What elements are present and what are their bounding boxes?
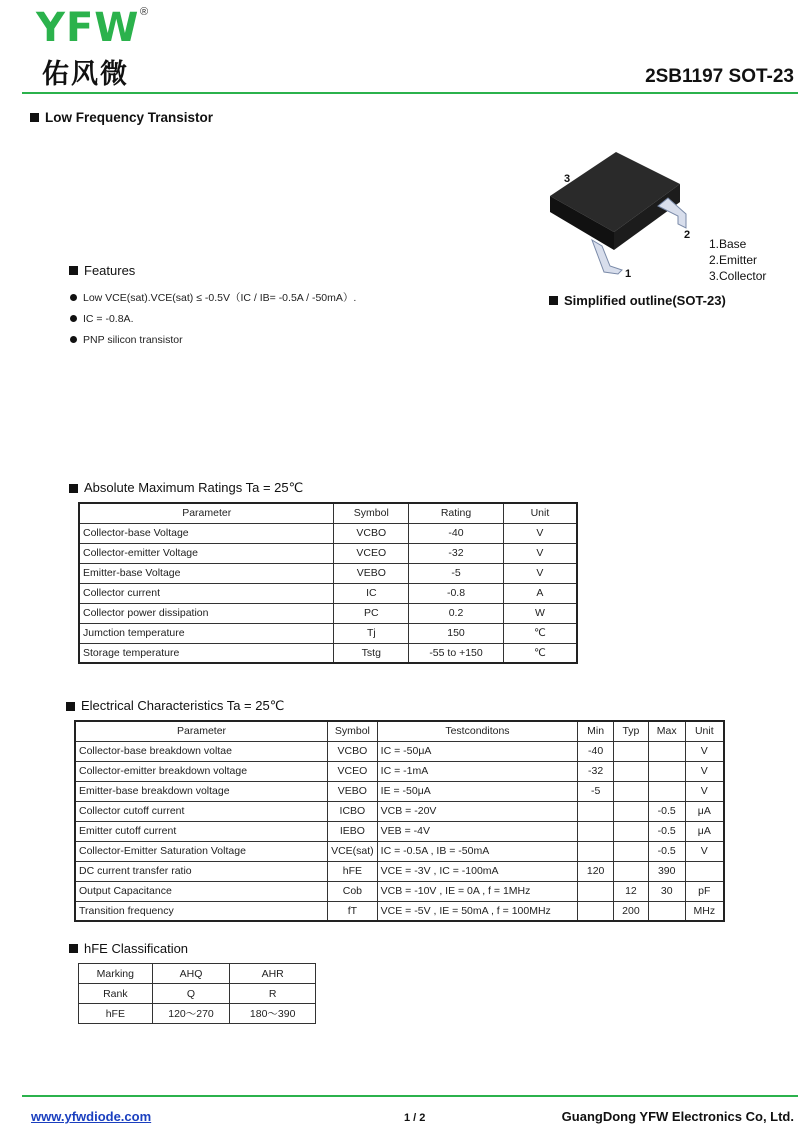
table-cell: VCBO [328,741,378,761]
table-cell: -0.5 [648,801,685,821]
table-header-row: Parameter Symbol Rating Unit [79,503,577,523]
table-cell: Rank [79,984,153,1004]
table-cell: IC = -1mA [377,761,578,781]
table-cell: Output Capacitance [75,881,328,901]
table-row [79,623,577,643]
elec-char-body [75,741,724,921]
website-link[interactable]: www.yfwdiode.com [31,1109,152,1124]
table-cell: IEBO [328,821,378,841]
table-cell: VEBO [328,781,378,801]
feature-item: IC = -0.8A. [70,308,356,329]
table-cell: -0.8 [409,583,504,603]
table-cell: Emitter-base Voltage [79,563,334,583]
table-cell: -32 [409,543,504,563]
table-cell: VCEO [328,761,378,781]
table-cell: DC current transfer ratio [75,861,328,881]
table-row [75,781,724,801]
table-cell: Collector-base breakdown voltae [75,741,328,761]
features-title: Features [84,263,136,278]
table-cell [614,781,649,801]
table-cell: AHQ [152,964,230,984]
table-row [79,603,577,623]
table-cell: Collector-base Voltage [79,523,334,543]
table-row [79,543,577,563]
square-bullet-icon [69,484,78,493]
table-cell: IC = -0.5A , IB = -50mA [377,841,578,861]
logo-chinese-name: 佑风微 [42,59,129,90]
pin-number-2: 2 [684,229,691,241]
feature-item: Low VCE(sat).VCE(sat) ≤ -0.5V（IC / IB= -0.5A / -50mA）. [70,287,356,308]
table-cell [648,901,685,921]
footer-divider [22,1095,798,1097]
table-row [75,881,724,901]
table-cell: IC [334,583,409,603]
table-cell [685,861,724,881]
abs-max-body [79,523,577,663]
elec-char-table [74,720,725,922]
table-cell: IE = -50μA [377,781,578,801]
table-cell: AHR [230,964,316,984]
abs-max-title: Absolute Maximum Ratings Ta = 25℃ [84,480,304,495]
square-bullet-icon [69,266,78,275]
table-cell: V [685,741,724,761]
square-bullet-icon [66,702,75,711]
table-cell [648,761,685,781]
table-cell: PC [334,603,409,623]
table-row [75,861,724,881]
table-cell: 12 [614,881,649,901]
table-cell: Collector-Emitter Saturation Voltage [75,841,328,861]
table-cell [578,901,614,921]
table-cell: Marking [79,964,153,984]
table-cell [614,761,649,781]
table-cell: IC = -50μA [377,741,578,761]
table-cell: 390 [648,861,685,881]
part-title: 2SB1197 SOT-23 [645,66,794,87]
table-cell: V [503,543,577,563]
registered-mark: ® [140,6,149,18]
pin-legend [709,236,766,284]
table-cell [614,741,649,761]
table-cell: Storage temperature [79,643,334,663]
table-cell: Emitter cutoff current [75,821,328,841]
table-row [75,741,724,761]
table-cell: Collector-emitter Voltage [79,543,334,563]
table-cell: Collector power dissipation [79,603,334,623]
table-cell: -40 [409,523,504,543]
pin-label: 3.Collector [709,269,767,283]
table-cell: pF [685,881,724,901]
pin-number-1: 1 [625,268,632,278]
pin-label: 1.Base [709,237,747,251]
bullet-icon [70,294,77,301]
table-row [79,643,577,663]
table-cell [614,861,649,881]
table-cell: 0.2 [409,603,504,623]
table-cell [614,821,649,841]
table-row [79,964,316,984]
table-row [75,901,724,921]
table-row [75,841,724,861]
table-cell: V [503,563,577,583]
table-cell: -5 [409,563,504,583]
table-cell [648,781,685,801]
bullet-icon [70,315,77,322]
company-name: GuangDong YFW Electronics Co, Ltd. [561,1109,794,1124]
table-row [79,523,577,543]
sot23-package-illustration [540,148,700,278]
table-cell: 120～270 [152,1004,230,1024]
table-cell: fT [328,901,378,921]
bullet-icon [70,336,77,343]
features-heading [69,263,135,278]
table-cell: VCBO [334,523,409,543]
features-list [70,287,356,350]
table-cell: Tj [334,623,409,643]
table-cell: 30 [648,881,685,901]
table-cell: Tstg [334,643,409,663]
table-cell: hFE [328,861,378,881]
table-cell: V [503,523,577,543]
table-cell: VEB = -4V [377,821,578,841]
abs-max-table [78,502,578,664]
table-cell: -55 to +150 [409,643,504,663]
table-row [75,821,724,841]
abs-max-heading [69,480,303,496]
intro-heading [30,110,213,125]
table-row [79,1004,316,1024]
table-row [75,801,724,821]
table-cell: Collector-emitter breakdown voltage [75,761,328,781]
table-row [79,583,577,603]
table-cell: Collector cutoff current [75,801,328,821]
table-cell: Jumction temperature [79,623,334,643]
table-cell: VCE = -5V , IE = 50mA , f = 100MHz [377,901,578,921]
table-row [79,563,577,583]
table-cell: V [685,781,724,801]
table-cell: -32 [578,761,614,781]
table-cell: VCB = -10V , IE = 0A , f = 1MHz [377,881,578,901]
hfe-body [79,964,316,1024]
header-divider [22,92,798,94]
table-cell: 200 [614,901,649,921]
square-bullet-icon [549,296,558,305]
table-cell: R [230,984,316,1004]
table-cell [578,841,614,861]
table-cell: VCE(sat) [328,841,378,861]
table-cell: V [685,761,724,781]
table-cell: ℃ [503,623,577,643]
table-cell [614,841,649,861]
table-cell [578,821,614,841]
table-cell [614,801,649,821]
table-cell [648,741,685,761]
table-cell: Cob [328,881,378,901]
feature-item: PNP silicon transistor [70,329,356,350]
square-bullet-icon [69,944,78,953]
table-cell: A [503,583,577,603]
table-cell: -40 [578,741,614,761]
elec-heading [66,698,284,714]
table-cell [578,881,614,901]
table-cell: Q [152,984,230,1004]
table-cell: μA [685,821,724,841]
table-cell: MHz [685,901,724,921]
table-cell: -0.5 [648,821,685,841]
logo-letters: YFW [36,5,140,51]
table-cell: μA [685,801,724,821]
table-cell: 120 [578,861,614,881]
table-cell: V [685,841,724,861]
table-cell: VCEO [334,543,409,563]
square-bullet-icon [30,113,39,122]
table-cell: W [503,603,577,623]
package-caption: Simplified outline(SOT-23) [549,293,726,308]
elec-title: Electrical Characteristics Ta = 25℃ [81,698,285,713]
table-cell: VEBO [334,563,409,583]
hfe-table [78,963,316,1024]
table-cell: VCB = -20V [377,801,578,821]
pin-number-3: 3 [564,173,571,185]
company-logo [36,5,156,90]
table-row [79,984,316,1004]
table-cell: VCE = -3V , IC = -100mA [377,861,578,881]
table-cell: Collector current [79,583,334,603]
table-cell: -5 [578,781,614,801]
table-cell: ℃ [503,643,577,663]
table-cell: Transition frequency [75,901,328,921]
page-number: 1 / 2 [404,1112,426,1124]
hfe-title: hFE Classification [84,941,189,956]
intro-title: Low Frequency Transistor [45,110,214,125]
table-cell: 150 [409,623,504,643]
table-cell [578,801,614,821]
pin-label: 2.Emitter [709,253,758,267]
table-cell: ICBO [328,801,378,821]
table-cell: hFE [79,1004,153,1024]
hfe-heading [69,941,188,956]
table-cell: -0.5 [648,841,685,861]
table-cell: 180～390 [230,1004,316,1024]
table-row [75,761,724,781]
table-cell: Emitter-base breakdown voltage [75,781,328,801]
table-header-row: Parameter Symbol Testconditons Min Typ Max Unit [75,721,724,741]
